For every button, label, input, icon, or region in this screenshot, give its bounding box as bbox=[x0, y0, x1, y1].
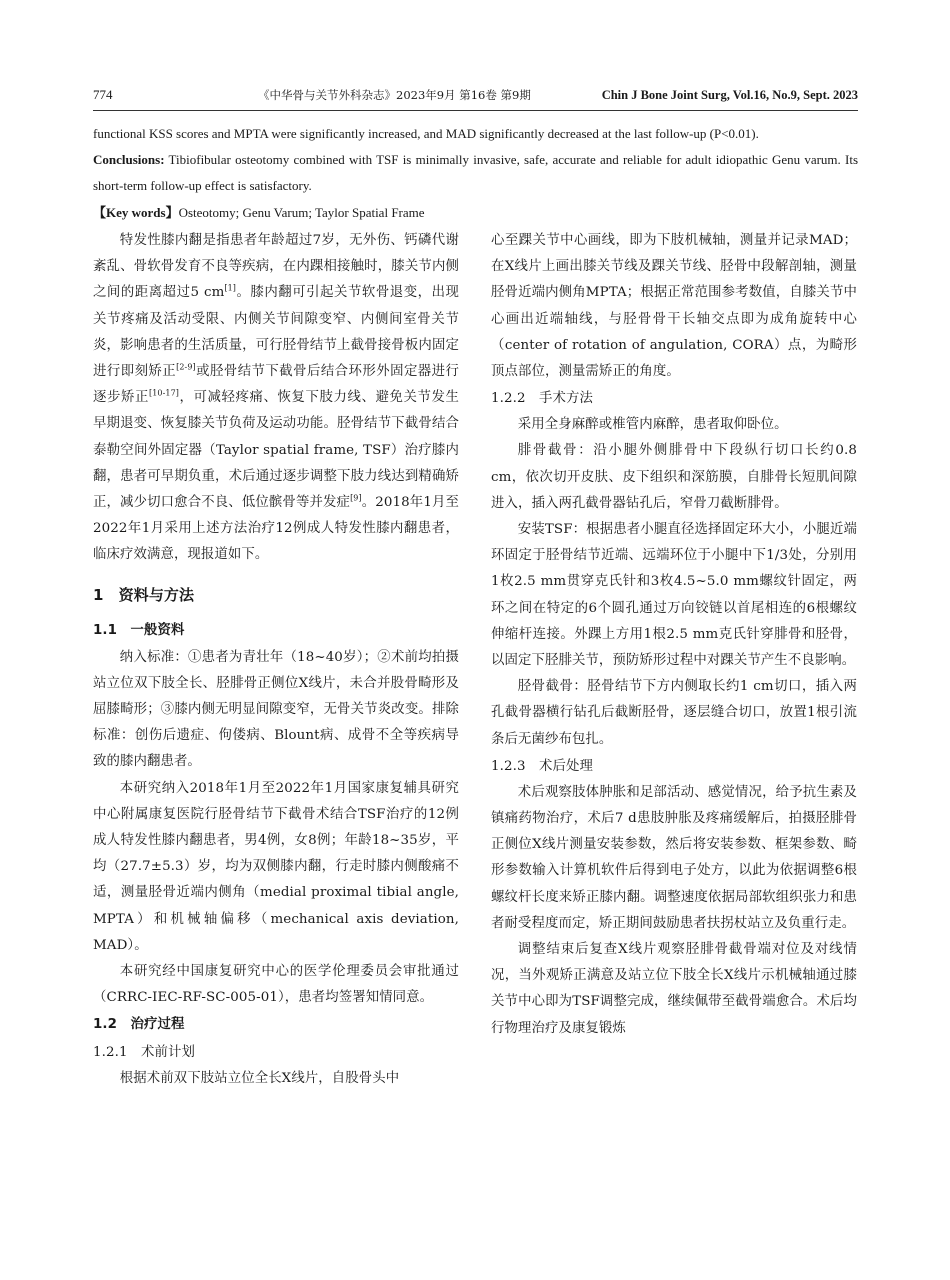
criteria-paragraph: 纳入标准：①患者为青壮年（18~40岁）；②术前均拍摄站立位双下肢全长、胫腓骨正侧位X线片，未合并股骨畸形及屈膝畸形；③膝内侧无明显间隙变窄，无骨关节炎改变。排除标准：创伤后遗症、佝偻病、Blount病、成骨不全等疾病导致的膝内翻患者。 bbox=[93, 649, 459, 770]
preop-paragraph: 根据术前双下肢站立位全长X线片，自股骨头中 bbox=[119, 1071, 400, 1087]
subsubsection-heading: 1.2.1 术前计划 bbox=[93, 1045, 196, 1061]
intro-text-e: 。2018年1月至2022年1月采用上述方法治疗12例成人特发性膝内翻患者，临床疗效满意，现报道如下。 bbox=[93, 495, 459, 563]
preop-continued: 心至踝关节中心画线，即为下肢机械轴，测量并记录MAD；在X线片上画出膝关节线及踝关节线、胫骨中段解剖轴，测量胫骨近端内侧角MPTA；根据正常范围参考数值，自膝关节中心画出近端轴线，与胫骨骨干长轴交点即为成角旋转中心（center of rotation of angulation, CORA）点，为畸形顶点部位，测量需矫正的角度。 bbox=[491, 233, 857, 380]
section-heading: 1 资料与方法 bbox=[93, 585, 195, 604]
intro-text-a: 特发性膝内翻是指患者年龄超过7岁，无外伤、钙磷代谢紊乱、骨软骨发育不良等疾病，在内踝相接触时，膝关节内侧之间的距离超过5 cm bbox=[93, 233, 459, 301]
citation-ref: [9] bbox=[350, 493, 362, 503]
intro-paragraph bbox=[93, 228, 459, 569]
citation-ref: [1] bbox=[224, 283, 237, 293]
ethics-paragraph: 本研究经中国康复研究中心的医学伦理委员会审批通过（CRRC-IEC-RF-SC-005-01），患者均签署知情同意。 bbox=[93, 964, 459, 1006]
anesthesia-paragraph: 采用全身麻醉或椎管内麻醉，患者取仰卧位。 bbox=[517, 417, 788, 433]
conclusions bbox=[93, 147, 858, 199]
intro-text-c: 或胫骨结节下截骨后结合环形外固定器进行逐步矫正 bbox=[93, 364, 459, 406]
patients-paragraph: 本研究纳入2018年1月至2022年1月国家康复辅具研究中心附属康复医院行胫骨结节下截骨术结合TSF治疗的12例成人特发性膝内翻患者，男4例，女8例；年龄18~35岁，平均（27.7±5.3）岁，均为双侧膝内翻，行走时膝内侧酸痛不适，测量胫骨近端内侧角（medial proximal tibial angle, MPTA）和机械轴偏移（mechanical axis deviation, MAD）。 bbox=[93, 780, 459, 953]
citation-ref: [10-17] bbox=[149, 388, 180, 398]
intro-text-b: 。膝内翻可引起关节软骨退变，出现关节疼痛及活动受限、内侧关节间隙变窄、内侧间室骨关节炎，影响患者的生活质量，可行胫骨结节上截骨接骨板内固定进行即刻矫正 bbox=[93, 285, 459, 380]
subsection-heading: 1.2 治疗过程 bbox=[93, 1017, 185, 1033]
tibia-paragraph: 胫骨截骨：胫骨结节下方内侧取长约1 cm切口，插入两孔截骨器横行钻孔后截断胫骨，逐层缝合切口，放置1根引流条后无菌纱布包扎。 bbox=[491, 679, 857, 747]
journal-title-en: Chin J Bone Joint Surg, Vol.16, No.9, Sept. 2023 bbox=[601, 88, 858, 102]
tsf-paragraph: 安装TSF：根据患者小腿直径选择固定环大小，小腿近端环固定于胫骨结节近端、远端环位于小腿中下1/3处，分别用1枚2.5 mm贯穿克氏针和3枚4.5~5.0 mm螺纹针固定，两环之间在特定的6个圆孔通过万向铰链以首尾相连的6根螺纹伸缩杆连接。外踝上方用1根2.5 mm克氏针穿腓骨和胫骨，以固定下胫腓关节，预防矫形过程中对踝关节产生不良影响。 bbox=[491, 522, 857, 669]
citation-ref: [2-9] bbox=[176, 362, 196, 372]
journal-title-cn: 《中华骨与关节外科杂志》2023年9月 第16卷 第9期 bbox=[258, 88, 531, 102]
conclusions-label: Conclusions: bbox=[93, 152, 165, 167]
postop-paragraph: 术后观察肢体肿胀和足部活动、感觉情况，给予抗生素及镇痛药物治疗，术后7 d患肢肿胀及疼痛缓解后，拍摄胫腓骨正侧位X线片测量安装参数，然后将安装参数、框架参数、畸形参数输入计算机软件后得到电子处方，以此为依据调整6根螺纹杆长度来矫正膝内翻。调整速度依据局部软组织张力和患者耐受程度而定，矫正期间鼓励患者扶拐杖站立及负重行走。 bbox=[491, 784, 857, 931]
left-column bbox=[93, 228, 459, 1093]
subsubsection-heading: 1.2.3 术后处理 bbox=[491, 758, 594, 774]
intro-text-d: ，可减轻疼痛、恢复下肢力线、避免关节发生早期退变、恢复膝关节负荷及运动功能。胫骨结节下截骨结合泰勒空间外固定器（Taylor spatial frame, TSF）治疗膝内翻，患者可早期负重，术后通过逐步调整下肢力线达到精确矫正，减少切口愈合不良、低位髌骨等并发症 bbox=[93, 390, 459, 511]
results-tail: functional KSS scores and MPTA were significantly increased, and MAD significantly decreased at the last follow-up (P<0.01). bbox=[93, 126, 759, 141]
subsubsection-heading: 1.2.2 手术方法 bbox=[491, 391, 594, 407]
followup-paragraph: 调整结束后复查X线片观察胫腓骨截骨端对位及对线情况，当外观矫正满意及站立位下肢全长X线片示机械轴通过膝关节中心即为TSF调整完成，继续佩带至截骨端愈合。术后均行物理治疗及康复锻炼 bbox=[491, 942, 857, 1036]
fibula-paragraph: 腓骨截骨：沿小腿外侧腓骨中下段纵行切口长约0.8 cm，依次切开皮肤、皮下组织和深筋膜，自腓骨长短肌间隙进入，插入两孔截骨器钻孔后，窄骨刀截断腓骨。 bbox=[491, 443, 857, 511]
abstract-tail bbox=[93, 121, 858, 226]
keywords-label: 【Key words】 bbox=[93, 205, 179, 220]
header-rule bbox=[93, 110, 858, 111]
keywords-text: Osteotomy; Genu Varum; Taylor Spatial Frame bbox=[178, 205, 425, 220]
page-number: 774 bbox=[93, 87, 113, 102]
running-header bbox=[93, 84, 858, 106]
keywords bbox=[93, 200, 858, 226]
conclusions-text: Tibiofibular osteotomy combined with TSF is minimally invasive, safe, accurate and reliable for adult idiopathic Genu varum. Its short-term follow-up effect is satisfactory. bbox=[93, 152, 859, 193]
subsection-heading: 1.1 一般资料 bbox=[93, 622, 185, 638]
right-column bbox=[491, 228, 857, 1042]
